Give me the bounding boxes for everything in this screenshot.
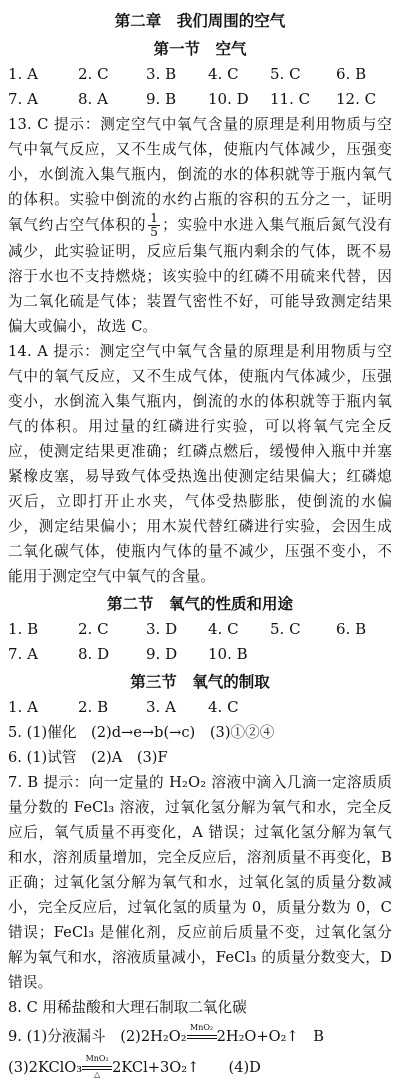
q8-answer: 8. C 用稀盐酸和大理石制取二氧化碳: [8, 999, 247, 1016]
answer-item: 3. D: [146, 620, 178, 638]
reaction-equals-sign: MnO₂: [187, 1032, 217, 1042]
section2-answers-row2: [8, 642, 392, 667]
section1-answers-row1: [8, 62, 392, 87]
answer-item: [270, 695, 336, 720]
answer-item: 1. A: [8, 65, 38, 83]
section3-answers-row1: [8, 695, 392, 720]
q9-line1: 9. (1)分液漏斗 (2)2H₂O₂ MnO₂ 2H₂O+O₂↑ B: [8, 1023, 324, 1045]
answer-item: 4. C: [208, 65, 239, 83]
chapter-title: 第二章 我们周围的空气: [114, 12, 286, 30]
answer-item: [336, 642, 396, 667]
q9-line2: (3)2KClO₃ MnO₂ △ 2KCl+3O₂↑ (4)D: [8, 1054, 261, 1079]
answer-item: 3. B: [146, 65, 177, 83]
answer-item: 9. B: [146, 90, 177, 108]
q6-answer: 6. (1)试管 (2)A (3)F: [8, 749, 168, 766]
q14-explanation: 14. A 提示：测定空气中氧气含量的原理是利用物质与空气中的氧气反应，又不生成气体，使瓶内气体减少，压强变小，水倒流入集气瓶内，倒流的水的体积就等于瓶内氧气的体积。用过量的红磷进行实验，可以将氧气完全反应，使测定结果更准确；红磷点燃后，缓慢伸入瓶中并塞紧橡皮塞，易导致气体受热逸出使测定结果偏大；红磷熄灭后，立即打开止水夹，气体受热膨胀，使倒流的水偏少，测定结果偏小；用木炭代替红磷进行实验，会因生成二氧化碳气体，使瓶内气体的量不减少，压强不变小，不能用于测定空气中氧气的含量。: [8, 343, 392, 585]
answer-item: [336, 695, 396, 720]
q5-answer: 5. (1)催化 (2)d→e→b(→c) (3)①②④: [8, 724, 275, 741]
answer-item: 1. B: [8, 620, 39, 638]
answer-item: 2. C: [78, 65, 109, 83]
answer-item: [270, 642, 336, 667]
reaction-equals-sign-heat: MnO₂ △: [82, 1063, 112, 1073]
q7-explanation: 7. B 提示：向一定量的 H₂O₂ 溶液中滴入几滴一定溶质质量分数的 FeCl₃ 溶液，过氧化氢分解为氧气和水，完全反应后，氧气质量不再变化，A 错误；过氧化氢分解为氧气和水，溶剂质量增加，完全反应后，溶剂质量不再变化，B 正确；过氧化氢分解为氧气和水，过氧化氢的质量分数减小，完全反应后，过氧化氢的质量为 0，质量分数为 0，C 错误；FeCl₃ 是催化剂，反应前后质量不变，过氧化氢分解为氧气和水，溶液质量减小，FeCl₃ 的质量分数变大，D 错误。: [8, 774, 392, 991]
answer-item: 7. A: [8, 90, 38, 108]
answer-item: 2. C: [78, 620, 109, 638]
answer-item: 4. C: [208, 698, 239, 716]
section3-title: 第三节 氧气的制取: [130, 673, 270, 691]
answer-item: 5. C: [270, 620, 301, 638]
answer-item: 8. D: [78, 645, 110, 663]
answer-item: 10. B: [208, 645, 248, 663]
answer-item: 9. D: [146, 645, 178, 663]
q13-explanation: 13. C 提示：测定空气中氧气含量的原理是利用物质与空气中氧气反应，又不生成气体，使瓶内气体减少，压强变小，水倒流入集气瓶内，倒流的水的体积就等于瓶内氧气的体积。实验中倒流的水约占瓶的容积的五分之一，证明氧气约占空气体积的 $\frac{1}{5}$ ；实验中水进入集气瓶后氮气没有减少，此实验证明，反应后集气瓶内剩余的气体，既不易溶于水也不支持燃烧；该实验中的红磷不用硫来代替，因为二氧化硫是气体；装置气密性不好，可能导致测定结果偏大或偏小，故选 C。: [8, 116, 392, 335]
answer-item: 5. C: [270, 65, 301, 83]
answer-item: 1. A: [8, 698, 38, 716]
answer-item: 6. B: [336, 620, 367, 638]
answer-item: 2. B: [78, 698, 109, 716]
fraction-one-fifth: $\frac{1}{5}$: [150, 211, 159, 239]
section2-answers-row1: [8, 617, 392, 642]
section2-title: 第二节 氧气的性质和用途: [106, 595, 293, 613]
answer-item: 4. C: [208, 620, 239, 638]
answer-item: 3. A: [146, 698, 176, 716]
answer-item: 6. B: [336, 65, 367, 83]
answer-item: 11. C: [270, 90, 311, 108]
section1-answers-row2: [8, 87, 392, 112]
section1-title: 第一节 空气: [153, 40, 247, 58]
answer-item: 7. A: [8, 645, 38, 663]
answer-item: 12. C: [336, 90, 377, 108]
answer-item: 10. D: [208, 90, 249, 108]
answer-item: 8. A: [78, 90, 108, 108]
